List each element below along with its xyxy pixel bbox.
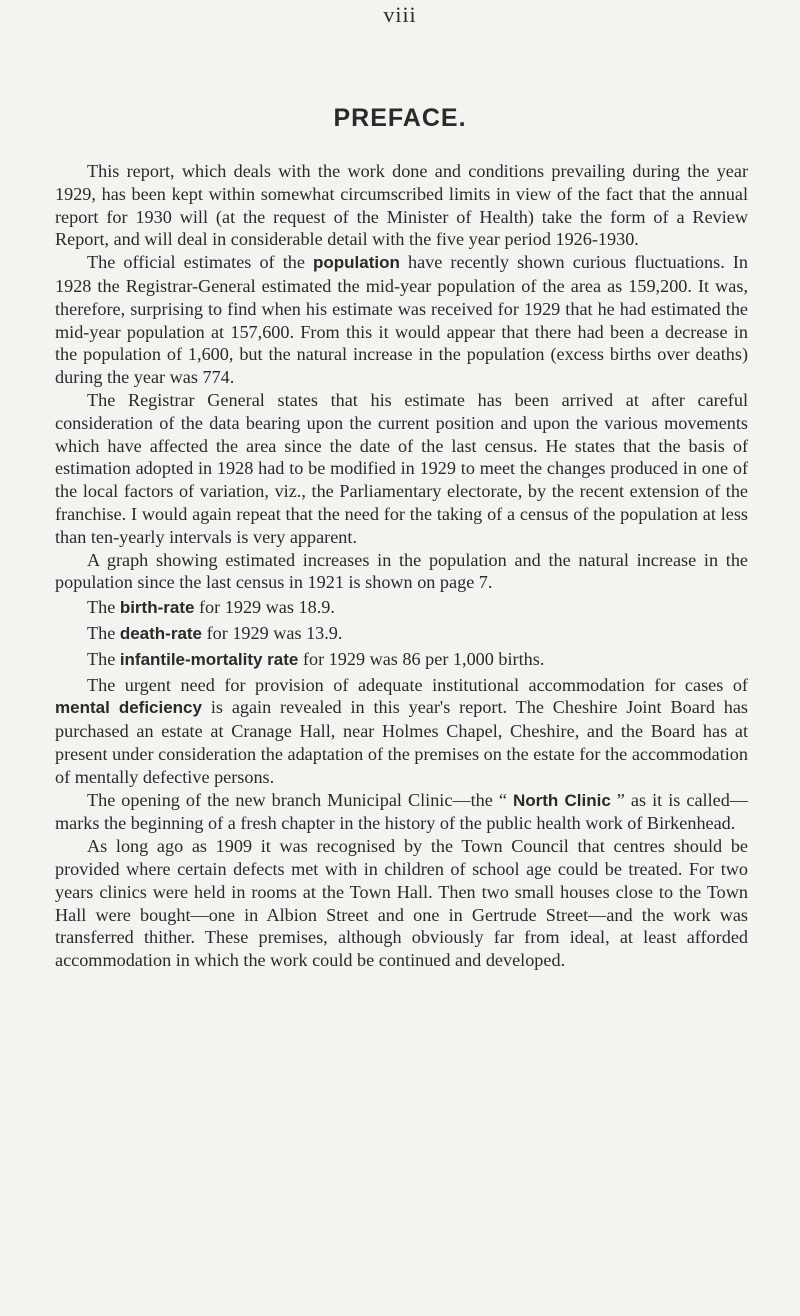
north-clinic-term: North Clinic <box>512 790 611 810</box>
paragraph-population: The official estimates of the population have recently shown curious fluctuations. In 1928 the Registrar-General estimated the mid-year population of the area as 159,200. It was, therefore, surprising to find when his estimate was received for 1929 that he had estimated the mid-year population at 157,600. From this it would appear that there had been a decrease in the population of 1,600, but the natural increase in the population (excess births over deaths) during the year was 774. <box>55 252 748 388</box>
body-text <box>55 160 748 972</box>
paragraph-mental-deficiency: The urgent need for provision of adequate institutional accommodation for cases of mental deficiency is again revealed in this year's report. The Cheshire Joint Board has purchased an estate at Cranage Hall, near Holmes Chapel, Cheshire, and the Board has at present under consideration the adaptation of the premises on the estate for the accommodation of mentally defective persons. <box>55 674 749 787</box>
paragraph-clinic-history: As long ago as 1909 it was recognised by the Town Council that centres should be provided where certain defects met with in children of school age could be treated. For two years clinics were held in rooms at the Town Hall. Then two small houses close to the Town Hall were bought—one in Albion Street and one in Gertrude Street—and the work was transferred thither. These premises, although obviously far from ideal, at least afforded accommodation in which the work could be continued and developed. <box>55 836 748 971</box>
population-term: population <box>313 253 400 273</box>
birth-rate-term: birth-rate <box>119 598 195 618</box>
infant-mortality-term: infantile-mortality rate <box>119 649 299 669</box>
mental-deficiency-term: mental deficiency <box>55 698 202 718</box>
birth-rate-line: The birth-rate for 1929 was 18.9. <box>87 597 335 618</box>
page-title: PREFACE. <box>333 104 467 132</box>
infant-mortality-line: The infantile-mortality rate for 1929 was 86 per 1,000 births. <box>87 648 545 669</box>
paragraph-graph-reference: A graph showing estimated increases in the population and the natural increase in the population since the last census in 1921 is shown on page 7. <box>55 549 748 593</box>
paragraph-north-clinic: The opening of the new branch Municipal Clinic—the “ North Clinic ” as it is called—marks the beginning of a fresh chapter in the history of the public health work of Birkenhead. <box>55 789 748 834</box>
page-number: viii <box>383 2 417 27</box>
paragraph-registrar-general: The Registrar General states that his estimate has been arrived at after careful consideration of the data bearing upon the current position and upon the various movements which have affected the area since the date of the last census. He states that the basis of estimation adopted in 1928 had to be modified in 1929 to meet the changes produced in one of the local factors of variation, viz., the Parliamentary electorate, by the recent extension of the franchise. I would again repeat that the need for the taking of a census of the population at less than ten-yearly intervals is very apparent. <box>55 389 748 547</box>
paragraph-report-scope: This report, which deals with the work done and conditions prevailing during the year 1929, has been kept within somewhat circumscribed limits in view of the fact that the annual report for 1930 will (at the request of the Minister of Health) take the form of a Review Report, and will deal in considerable detail with the five year period 1926-1930. <box>55 161 748 250</box>
death-rate-term: death-rate <box>119 623 203 643</box>
death-rate-line: The death-rate for 1929 was 13.9. <box>87 622 343 643</box>
